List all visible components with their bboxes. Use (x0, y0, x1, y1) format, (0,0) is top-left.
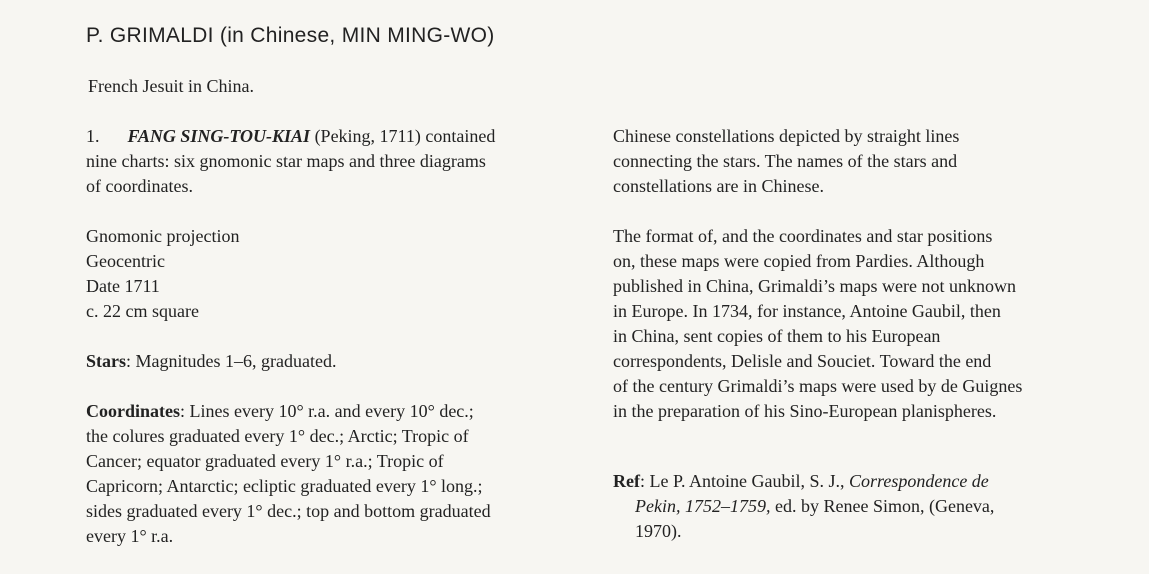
spec-projection: Gnomonic projection (86, 226, 240, 246)
coordinates-line-5: sides graduated every 1° dec.; top and bottom graduated (86, 501, 491, 521)
history-paragraph (613, 224, 1103, 424)
intro-text: French Jesuit in China. (88, 76, 254, 96)
ref-label: Ref (613, 471, 640, 491)
constellations-paragraph (613, 124, 1103, 199)
coordinates-line-6: every 1° r.a. (86, 526, 174, 546)
para1-line-1: Chinese constellations depicted by straight lines (613, 126, 960, 146)
coordinates-paragraph (86, 399, 576, 549)
para2-line-8: in the preparation of his Sino-European planispheres. (613, 401, 997, 421)
item-line-2: nine charts: six gnomonic star maps and three diagrams (86, 151, 486, 171)
item-line-1: (Peking, 1711) contained (310, 126, 496, 146)
para2-line-4: in Europe. In 1734, for instance, Antoine Gaubil, then (613, 301, 1001, 321)
spec-size: c. 22 cm square (86, 301, 199, 321)
para2-line-3: published in China, Grimaldi’s maps were not unknown (613, 276, 1016, 296)
ref-line-1-text: : Le P. Antoine Gaubil, S. J., (639, 471, 849, 491)
ref-line-1-italic: Correspondence de (849, 471, 989, 491)
page-title: P. GRIMALDI (in Chinese, MIN MING-WO) (86, 24, 495, 47)
para1-line-3: constellations are in Chinese. (613, 176, 824, 196)
para1-line-2: connecting the stars. The names of the stars and (613, 151, 958, 171)
item-1-paragraph (86, 124, 576, 199)
coordinates-label: Coordinates (86, 401, 180, 421)
ref-line-3: 1970). (635, 521, 682, 541)
para2-line-6: correspondents, Delisle and Souciet. Toward the end (613, 351, 992, 371)
spec-centre: Geocentric (86, 251, 165, 271)
coordinates-line-2: the colures graduated every 1° dec.; Arctic; Tropic of (86, 426, 469, 446)
specs-list (86, 224, 576, 324)
coordinates-line-1: : Lines every 10° r.a. and every 10° dec.; (180, 401, 474, 421)
spec-date: Date 1711 (86, 276, 160, 296)
stars-paragraph (86, 349, 576, 374)
right-column (613, 124, 1103, 544)
left-column (86, 124, 576, 549)
reference (613, 469, 1103, 544)
para2-line-2: on, these maps were copied from Pardies. Although (613, 251, 985, 271)
para2-line-5: in China, sent copies of them to his European (613, 326, 941, 346)
para2-line-1: The format of, and the coordinates and star positions (613, 226, 993, 246)
stars-label: Stars (86, 351, 126, 371)
item-line-3: of coordinates. (86, 176, 193, 196)
ref-line-2-text: ed. by Renee Simon, (Geneva, (770, 496, 995, 516)
item-title: FANG SING-TOU-KIAI (127, 126, 311, 146)
item-number: 1. (86, 126, 100, 146)
coordinates-line-4: Capricorn; Antarctic; ecliptic graduated every 1° long.; (86, 476, 483, 496)
ref-line-2-italic: Pekin, 1752–1759, (635, 496, 771, 516)
stars-text: : Magnitudes 1–6, graduated. (126, 351, 337, 371)
para2-line-7: of the century Grimaldi’s maps were used by de Guignes (613, 376, 1023, 396)
coordinates-line-3: Cancer; equator graduated every 1° r.a.; Tropic of (86, 451, 444, 471)
